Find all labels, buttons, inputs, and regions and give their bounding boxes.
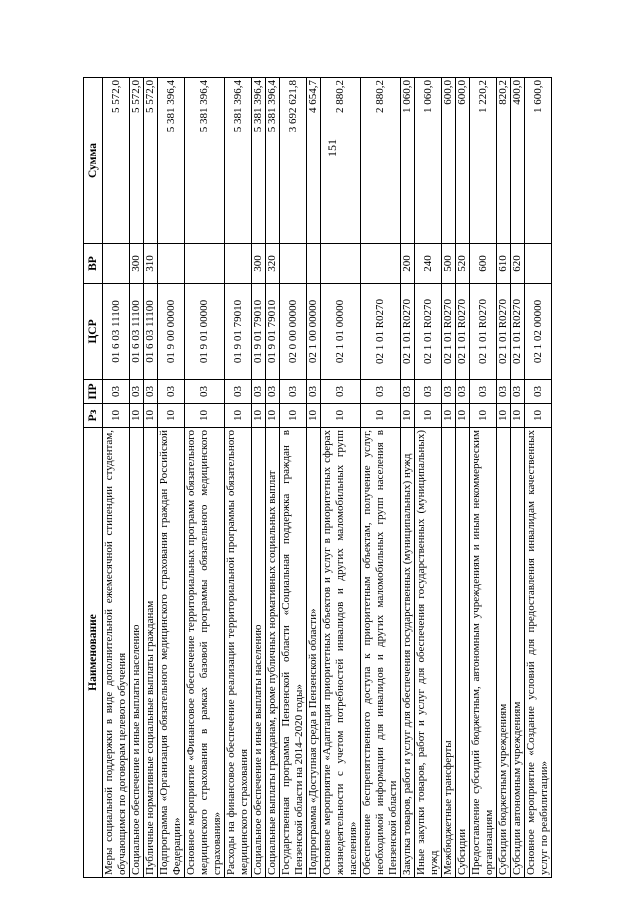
cell-csr: 02 1 01 R0270	[361, 284, 401, 380]
cell-csr: 01 9 01 79010	[266, 284, 280, 380]
cell-name: Субсидии	[456, 428, 470, 878]
cell-name: Социальные выплаты гражданам, кроме публичных нормативных социальных выплат	[266, 428, 280, 878]
cell-pr: 03	[130, 380, 144, 404]
cell-csr: 02 1 01 R0270	[415, 284, 442, 380]
table-row	[144, 78, 158, 878]
cell-sum: 5 572,0	[144, 78, 158, 244]
budget-table	[83, 77, 552, 878]
cell-rz: 10	[442, 404, 456, 428]
cell-vr	[103, 244, 130, 284]
cell-name: Обеспечение беспрепятственного доступа к приоритетным объектам, получение услуг, необходимой информации для инвалидов и других маломобильных групп населения в Пензенской области	[361, 428, 401, 878]
cell-rz: 10	[185, 404, 225, 428]
cell-csr: 01 6 03 11100	[144, 284, 158, 380]
cell-rz: 10	[266, 404, 280, 428]
cell-csr: 02 0 00 00000	[280, 284, 307, 380]
cell-pr: 03	[511, 380, 525, 404]
header-csr: ЦСР	[84, 284, 103, 380]
cell-pr: 03	[144, 380, 158, 404]
cell-sum: 4 654,7	[307, 78, 321, 244]
table-row	[321, 78, 361, 878]
cell-sum: 3 692 621,8	[280, 78, 307, 244]
cell-name: Меры социальной поддержки в виде дополнительной ежемесячной стипендии студентам, обучающимся по договорам целевого обучения	[103, 428, 130, 878]
rotated-table-container	[83, 78, 552, 878]
table-row	[511, 78, 525, 878]
table-row	[470, 78, 497, 878]
cell-sum: 820,2	[497, 78, 511, 244]
cell-csr: 02 1 01 R0270	[401, 284, 415, 380]
cell-rz: 10	[401, 404, 415, 428]
cell-vr	[158, 244, 185, 284]
cell-vr: 240	[415, 244, 442, 284]
cell-name: Публичные нормативные социальные выплаты гражданам	[144, 428, 158, 878]
table-row	[158, 78, 185, 878]
table-row	[307, 78, 321, 878]
cell-csr: 01 9 01 79010	[225, 284, 252, 380]
cell-vr: 300	[252, 244, 266, 284]
cell-rz: 10	[144, 404, 158, 428]
cell-csr: 02 1 01 R0270	[456, 284, 470, 380]
header-name: Наименование	[84, 428, 103, 878]
cell-name: Основное мероприятие «Создание условий для предоставления инвалидам качественных услуг по реабилитации»	[525, 428, 552, 878]
cell-pr: 03	[415, 380, 442, 404]
cell-rz: 10	[103, 404, 130, 428]
cell-sum: 1 060,0	[401, 78, 415, 244]
table-row	[130, 78, 144, 878]
cell-rz: 10	[280, 404, 307, 428]
cell-csr: 02 1 01 R0270	[442, 284, 456, 380]
header-pr: ПР	[84, 380, 103, 404]
cell-pr: 03	[401, 380, 415, 404]
cell-pr: 03	[321, 380, 361, 404]
table-row	[456, 78, 470, 878]
cell-pr: 03	[497, 380, 511, 404]
cell-name: Государственная программа Пензенской области «Социальная поддержка граждан в Пензенской области на 2014–2020 годы»	[280, 428, 307, 878]
page-number: 151	[325, 139, 339, 157]
table-header-row	[84, 78, 103, 878]
cell-csr: 01 6 03 11100	[130, 284, 144, 380]
cell-csr: 02 1 02 00000	[525, 284, 552, 380]
cell-pr: 03	[307, 380, 321, 404]
cell-sum: 1 060,0	[415, 78, 442, 244]
cell-csr: 02 1 00 00000	[307, 284, 321, 380]
cell-rz: 10	[525, 404, 552, 428]
cell-sum: 1 220,2	[470, 78, 497, 244]
cell-csr: 02 1 01 R0270	[470, 284, 497, 380]
table-row	[497, 78, 511, 878]
header-vr: ВР	[84, 244, 103, 284]
table-row	[252, 78, 266, 878]
cell-name: Социальное обеспечение и иные выплаты населению	[130, 428, 144, 878]
cell-vr	[307, 244, 321, 284]
cell-name: Основное мероприятие «Адаптация приоритетных объектов и услуг в приоритетных сферах жизнедеятельности с учетом потребностей инвалидов и других маломобильных групп населения»	[321, 428, 361, 878]
cell-name: Подпрограмма «Организация обязательного медицинского страхования граждан Российской Федерации»	[158, 428, 185, 878]
cell-sum: 1 600,0	[525, 78, 552, 244]
cell-vr	[280, 244, 307, 284]
cell-name: Предоставление субсидий бюджетным, автономным учреждениям и иным некоммерческим организациям	[470, 428, 497, 878]
cell-vr: 300	[130, 244, 144, 284]
cell-rz: 10	[456, 404, 470, 428]
table-row	[225, 78, 252, 878]
cell-rz: 10	[470, 404, 497, 428]
cell-vr: 610	[497, 244, 511, 284]
cell-csr: 01 6 03 11100	[103, 284, 130, 380]
cell-name: Расходы на финансовое обеспечение реализации территориальной программы обязательного медицинского страхования	[225, 428, 252, 878]
cell-sum: 2 880,2	[361, 78, 401, 244]
cell-vr	[225, 244, 252, 284]
cell-name: Иные закупки товаров, работ и услуг для обеспечения государственных (муниципальных) нужд	[415, 428, 442, 878]
cell-name: Субсидии автономным учреждениям	[511, 428, 525, 878]
table-body	[103, 78, 552, 878]
cell-vr	[185, 244, 225, 284]
cell-vr: 620	[511, 244, 525, 284]
table-row	[442, 78, 456, 878]
cell-pr: 03	[158, 380, 185, 404]
cell-rz: 10	[415, 404, 442, 428]
cell-pr: 03	[103, 380, 130, 404]
cell-pr: 03	[456, 380, 470, 404]
cell-name: Социальное обеспечение и иные выплаты населению	[252, 428, 266, 878]
cell-sum: 5 381 396,4	[266, 78, 280, 244]
cell-csr: 01 9 00 00000	[158, 284, 185, 380]
cell-csr: 01 9 01 79010	[252, 284, 266, 380]
cell-rz: 10	[307, 404, 321, 428]
cell-sum: 5 381 396,4	[252, 78, 266, 244]
cell-sum: 400,0	[511, 78, 525, 244]
cell-csr: 01 9 01 00000	[185, 284, 225, 380]
cell-name: Основное мероприятие «Финансовое обеспечение территориальных программ обязательного медицинского страхования в рамках базовой программы обязательного медицинского страхования»	[185, 428, 225, 878]
table-row	[525, 78, 552, 878]
cell-sum: 600,0	[456, 78, 470, 244]
cell-rz: 10	[497, 404, 511, 428]
table-row	[415, 78, 442, 878]
cell-vr	[525, 244, 552, 284]
cell-vr: 500	[442, 244, 456, 284]
cell-csr: 02 1 01 00000	[321, 284, 361, 380]
cell-rz: 10	[511, 404, 525, 428]
cell-sum: 600,0	[442, 78, 456, 244]
header-sum: Сумма	[84, 78, 103, 244]
cell-sum: 5 381 396,4	[158, 78, 185, 244]
cell-rz: 10	[130, 404, 144, 428]
cell-rz: 10	[361, 404, 401, 428]
cell-rz: 10	[225, 404, 252, 428]
cell-pr: 03	[442, 380, 456, 404]
header-rz: Рз	[84, 404, 103, 428]
cell-pr: 03	[361, 380, 401, 404]
cell-vr: 600	[470, 244, 497, 284]
cell-csr: 02 1 01 R0270	[511, 284, 525, 380]
cell-vr: 200	[401, 244, 415, 284]
cell-csr: 02 1 01 R0270	[497, 284, 511, 380]
cell-rz: 10	[158, 404, 185, 428]
cell-pr: 03	[525, 380, 552, 404]
cell-pr: 03	[185, 380, 225, 404]
cell-sum: 2 880,2	[321, 78, 361, 244]
cell-sum: 5 572,0	[130, 78, 144, 244]
table-row	[280, 78, 307, 878]
cell-name: Субсидии бюджетным учреждениям	[497, 428, 511, 878]
cell-pr: 03	[280, 380, 307, 404]
cell-rz: 10	[252, 404, 266, 428]
table-row	[185, 78, 225, 878]
cell-pr: 03	[252, 380, 266, 404]
cell-sum: 5 381 396,4	[185, 78, 225, 244]
cell-vr: 310	[144, 244, 158, 284]
table-row	[103, 78, 130, 878]
cell-sum: 5 572,0	[103, 78, 130, 244]
cell-name: Подпрограмма «Доступная среда в Пензенской области»	[307, 428, 321, 878]
table-row	[361, 78, 401, 878]
cell-sum: 5 381 396,4	[225, 78, 252, 244]
cell-pr: 03	[470, 380, 497, 404]
table-row	[266, 78, 280, 878]
table-row	[401, 78, 415, 878]
cell-name: Закупка товаров, работ и услуг для обеспечения государственных (муниципальных) нужд	[401, 428, 415, 878]
cell-rz: 10	[321, 404, 361, 428]
cell-vr	[321, 244, 361, 284]
cell-vr: 320	[266, 244, 280, 284]
cell-pr: 03	[266, 380, 280, 404]
cell-pr: 03	[225, 380, 252, 404]
cell-vr: 520	[456, 244, 470, 284]
cell-vr	[361, 244, 401, 284]
cell-name: Межбюджетные трансферты	[442, 428, 456, 878]
